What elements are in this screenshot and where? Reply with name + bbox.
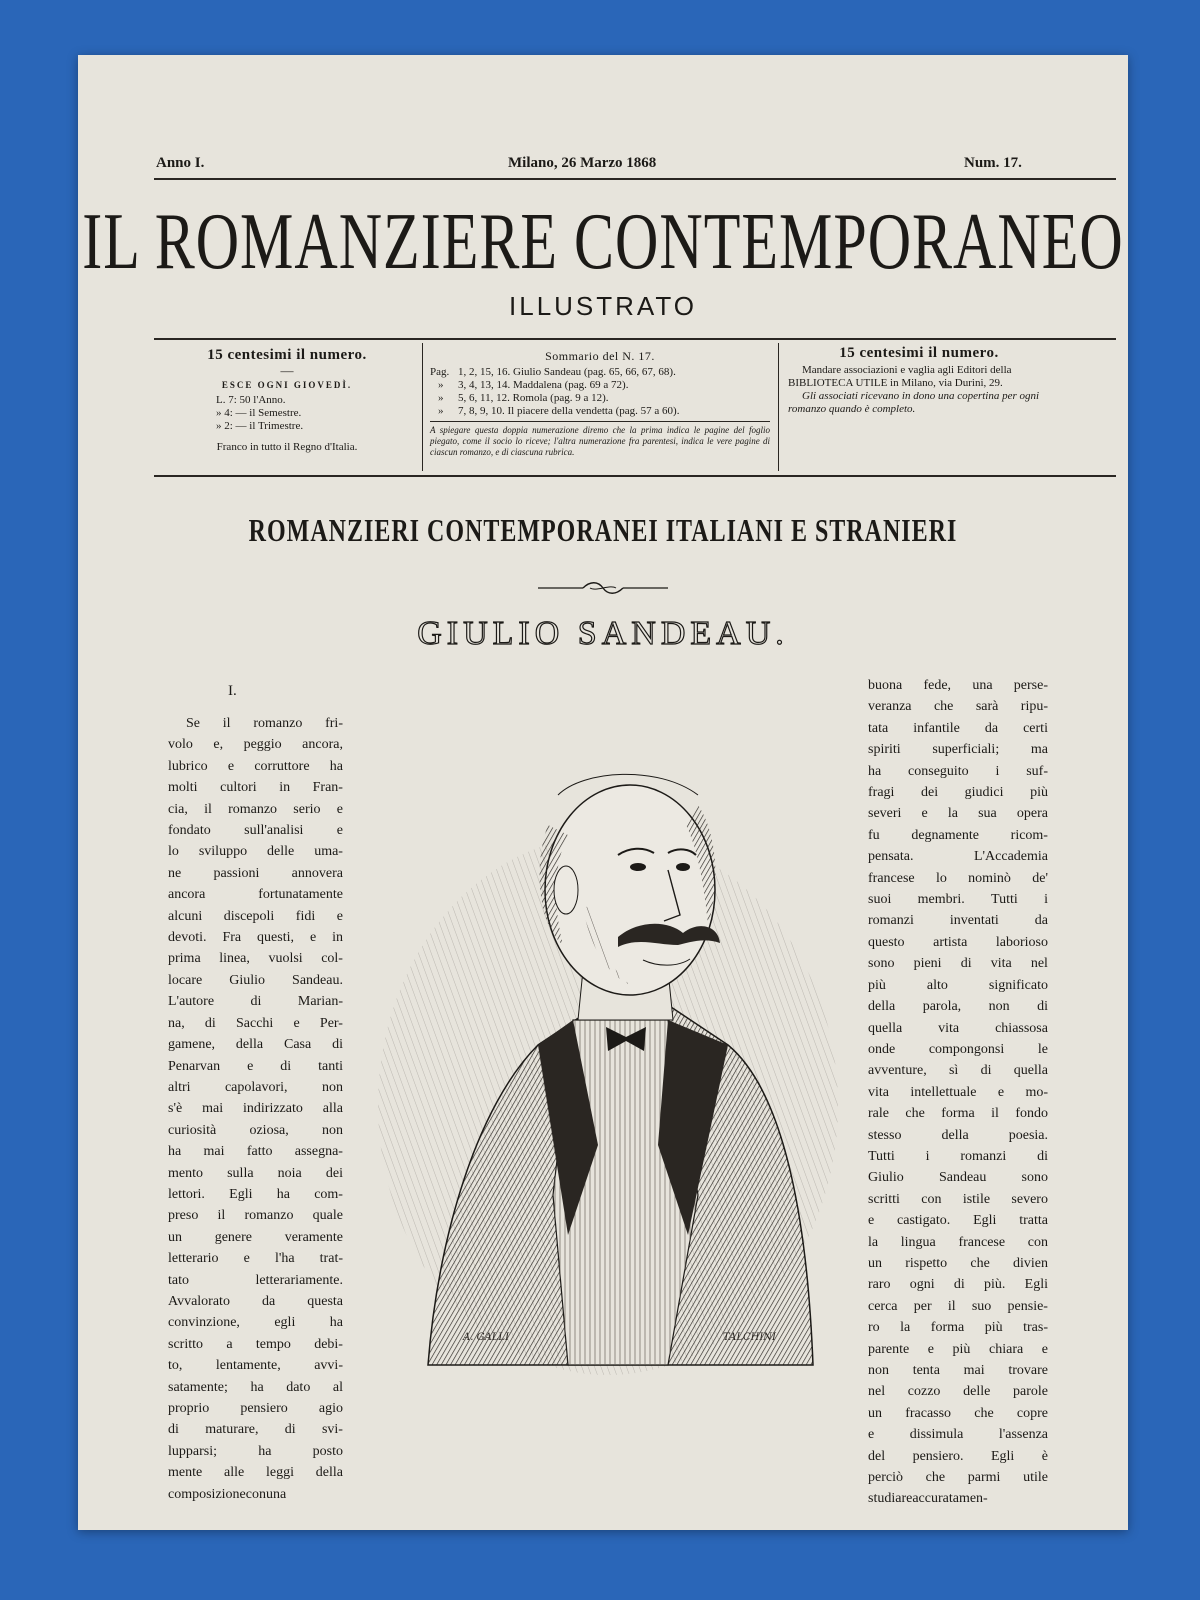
- ornament-icon: [538, 580, 668, 596]
- text-line: e dissimula l'assenza: [868, 1427, 1048, 1443]
- text-line: la lingua francese con: [868, 1234, 1048, 1250]
- newspaper-subtitle: ILLUSTRATO: [509, 291, 697, 321]
- text-line: non tenta mai trovare: [868, 1363, 1048, 1378]
- franco-note: Franco in tutto il Regno d'Italia.: [216, 441, 358, 453]
- summary-row: [430, 366, 770, 379]
- text-line: un fracasso che copre: [868, 1405, 1048, 1421]
- header-rule-bottom: [154, 475, 1116, 477]
- text-line: Avvalorato da questa: [168, 1293, 343, 1309]
- price-left: 15 centesimi il numero.: [207, 347, 367, 363]
- text-line: preso il romanzo quale: [168, 1208, 343, 1224]
- text-line: buona fede, una perse-: [868, 678, 1048, 693]
- box-divider-right: [778, 343, 779, 471]
- text-line: locare Giulio Sandeau.: [168, 972, 343, 988]
- weekly-notice: ESCE OGNI GIOVEDÌ.: [221, 380, 353, 390]
- svg-text:A. GALLI: A. GALLI: [463, 1332, 510, 1343]
- summary-row: [430, 405, 770, 418]
- left-text-column: [168, 713, 343, 1505]
- rate-semester: » 4: — il Semestre.: [216, 407, 302, 419]
- text-line: prima linea, vuolsi col-: [168, 951, 343, 967]
- text-line: ro la forma più tras-: [868, 1320, 1048, 1336]
- text-line: volo e, peggio ancora,: [168, 737, 343, 753]
- summary-rule: [430, 421, 770, 422]
- text-line: ancora fortunatamente: [168, 887, 343, 903]
- text-line: romanzi inventati da: [868, 913, 1048, 929]
- text-line: di maturare, di svi-: [168, 1422, 343, 1438]
- text-line: più alto significato: [868, 977, 1048, 993]
- summary-text: 7, 8, 9, 10. Il piacere della vendetta (pag. 57 a 60).: [458, 405, 680, 417]
- text-line: lubrico e corruttore ha: [168, 758, 343, 774]
- summary-row: [430, 392, 770, 405]
- summary-box: [430, 349, 770, 458]
- text-line: scritti con istile severo: [868, 1191, 1048, 1207]
- text-line: severi e la sua opera: [868, 806, 1048, 822]
- place-date: Milano, 26 Marzo 1868: [508, 155, 657, 171]
- text-line: Penarvan e di tanti: [168, 1058, 343, 1074]
- text-line: curiosità oziosa, non: [168, 1122, 343, 1138]
- masthead-rule: [154, 178, 1116, 180]
- summary-prefix: »: [438, 405, 444, 417]
- text-line: Giulio Sandeau sono: [868, 1170, 1048, 1186]
- text-line: ne passioni annovera: [168, 865, 343, 881]
- text-line: onde compongonsi le: [868, 1041, 1048, 1057]
- summary-prefix: »: [438, 392, 444, 404]
- rates-list: [216, 394, 418, 433]
- text-line: stesso della poesia.: [868, 1127, 1048, 1143]
- text-line: fragi dei giudici più: [868, 785, 1048, 801]
- text-line: pensata. L'Accademia: [868, 849, 1048, 865]
- text-line: proprio pensiero agio: [168, 1401, 343, 1416]
- header-rule-top: [154, 338, 1116, 340]
- text-line: veranza che sarà ripu-: [868, 699, 1048, 715]
- portrait-image: [368, 675, 838, 1375]
- text-line: satamente; ha dato al: [168, 1379, 343, 1395]
- text-line: devoti. Fra questi, e in: [168, 930, 343, 946]
- article-title: GIULIO SANDEAU.: [417, 615, 789, 652]
- text-line: della parola, non di: [868, 999, 1048, 1015]
- text-line: lupparsi; ha posto: [168, 1443, 343, 1459]
- masthead-line: [156, 155, 1116, 177]
- gift-notice: Gli associati ricevano in dono una copertina per ogni romanzo quando è completo.: [788, 390, 1040, 415]
- text-line: nel cozzo delle parole: [868, 1384, 1048, 1400]
- summary-note: A spiegare questa doppia numerazione diremo che la prima indica le pagine del foglio piegato, come il socio lo riceve; l'altra numerazione fra parentesi, indica le vere pagine di ciascun romanzo, e di ciascuna rubrica.: [430, 425, 770, 457]
- text-line: parente e più chiara e: [868, 1341, 1048, 1357]
- text-line: perciò che parmi utile: [868, 1470, 1048, 1486]
- text-line: studiare accuratamen-: [868, 1491, 988, 1507]
- text-line: un genere veramente: [168, 1229, 343, 1245]
- text-line: gamene, della Casa di: [168, 1037, 343, 1053]
- text-line: cia, il romanzo serio e: [168, 801, 343, 817]
- text-line: un rispetto che divien: [868, 1255, 1048, 1271]
- box-divider-left: [422, 343, 423, 471]
- text-line: rale che forma il fondo: [868, 1106, 1048, 1122]
- portrait-engraving: [368, 675, 838, 1375]
- text-line: L'autore di Marian-: [168, 994, 343, 1010]
- text-line: s'è mai indirizzato alla: [168, 1101, 343, 1117]
- svg-text:TALCHINI: TALCHINI: [723, 1332, 777, 1343]
- summary-row: [430, 379, 770, 392]
- issue-number: Num. 17.: [964, 155, 1022, 171]
- year-label: Anno I.: [156, 155, 205, 171]
- editor-box: [788, 347, 1050, 416]
- text-line: avventure, sì di quella: [868, 1063, 1048, 1079]
- text-line: lo sviluppo delle uma-: [168, 844, 343, 860]
- text-line: sono pieni di vita nel: [868, 956, 1048, 972]
- text-line: vita intellettuale e mo-: [868, 1084, 1048, 1100]
- text-line: del pensiero. Egli è: [868, 1448, 1048, 1464]
- text-line: letterario e l'ha trat-: [168, 1251, 343, 1267]
- summary-text: 1, 2, 15, 16. Giulio Sandeau (pag. 65, 66, 67, 68).: [458, 366, 676, 378]
- text-line: raro ogni di più. Egli: [868, 1277, 1048, 1293]
- text-line: tato letterariamente.: [168, 1272, 343, 1288]
- editor-address: Mandare associazioni e vaglia agli Editori della BIBLIOTECA UTILE in Milano, via Durini, 29.: [788, 364, 1012, 389]
- text-line: mente alle leggi della: [168, 1465, 343, 1481]
- text-line: to, lentamente, avvi-: [168, 1358, 343, 1374]
- text-line: composizione con una: [168, 1486, 287, 1502]
- text-line: quella vita chiassosa: [868, 1020, 1048, 1036]
- text-line: questo artista laborioso: [868, 934, 1048, 950]
- summary-heading: Sommario del N. 17.: [545, 349, 655, 363]
- section-title: ROMANZIERI CONTEMPORANEI ITALIANI E STRANIERI: [248, 515, 958, 549]
- text-line: convinzione, egli ha: [168, 1315, 343, 1331]
- text-line: na, di Sacchi e Per-: [168, 1015, 343, 1031]
- text-line: fu degnamente ricom-: [868, 827, 1048, 843]
- text-line: francese lo nominò de': [868, 870, 1048, 886]
- text-line: ha conseguito i suf-: [868, 763, 1048, 779]
- text-line: Tutti i romanzi di: [868, 1148, 1048, 1164]
- text-line: scritto a tempo debi-: [168, 1336, 343, 1352]
- text-line: spiriti superficiali; ma: [868, 742, 1048, 758]
- dash: —: [280, 363, 294, 378]
- text-line: ha mai fatto assegna-: [168, 1144, 343, 1160]
- text-line: lettori. Egli ha com-: [168, 1186, 343, 1202]
- chapter-number: I.: [228, 683, 237, 699]
- text-line: e castigato. Egli tratta: [868, 1213, 1048, 1229]
- text-line: molti cultori in Fran-: [168, 780, 343, 796]
- rate-annual: L. 7: 50 l'Anno.: [216, 394, 286, 406]
- price-right: 15 centesimi il numero.: [839, 345, 999, 361]
- summary-prefix: »: [438, 379, 444, 391]
- right-text-column: [868, 675, 1048, 1510]
- summary-prefix: Pag.: [430, 366, 450, 378]
- text-line: alcuni discepoli fidi e: [168, 908, 343, 924]
- text-line: cerca per il suo pensie-: [868, 1298, 1048, 1314]
- text-line: altri capolavori, non: [168, 1079, 343, 1095]
- text-line: tata infantile da certi: [868, 720, 1048, 736]
- newspaper-page: [78, 55, 1128, 1530]
- text-line: Se il romanzo fri-: [186, 716, 343, 731]
- subscription-box: [156, 347, 418, 453]
- summary-text: 3, 4, 13, 14. Maddalena (pag. 69 a 72).: [458, 379, 629, 391]
- summary-text: 5, 6, 11, 12. Romola (pag. 9 a 12).: [458, 392, 609, 404]
- text-line: mento sulla noia dei: [168, 1165, 343, 1181]
- newspaper-title: IL ROMANZIERE CONTEMPORANEO: [82, 196, 1124, 286]
- rate-trimester: » 2: — il Trimestre.: [216, 420, 304, 432]
- text-line: suoi membri. Tutti i: [868, 892, 1048, 908]
- text-line: fondato sull'analisi e: [168, 823, 343, 839]
